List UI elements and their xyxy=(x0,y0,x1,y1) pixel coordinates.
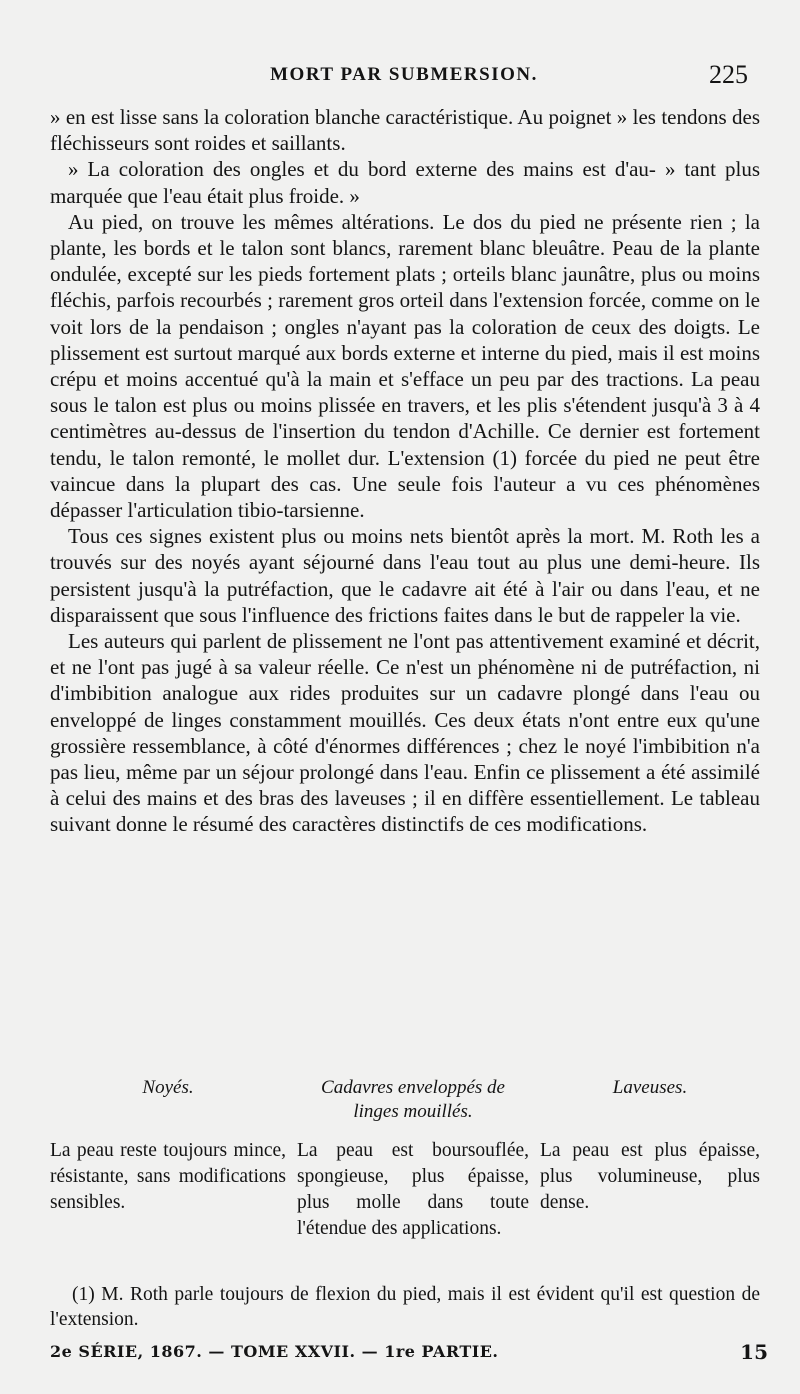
column-heading-cadavres: Cadavres enveloppés de linges mouillés. xyxy=(321,1077,505,1122)
column-text-laveuses: La peau est plus épaisse, plus volumineuse, plus dense. xyxy=(540,1140,760,1213)
footnote xyxy=(50,1282,760,1332)
paragraph-signs: Tous ces signes existent plus ou moins nets bientôt après la mort. M. Roth les a trouvés sur des noyés ayant séjourné dans l'eau tout au plus une demi-heure. Ils persistent jusqu'à la putréfaction, que le cadavre ait été à l'air ou dans l'eau, et ne disparaissent que sous l'influence des frictions faites dans le but de rappeler la vie. xyxy=(50,524,760,627)
paragraph-authors: Les auteurs qui parlent de plissement ne l'ont pas attentivement examiné et décrit, et ne l'ont pas jugé à sa valeur réelle. Ce n'est un phénomène ni de putréfaction, ni d'imbibition analogue aux rides produites sur un cadavre plongé dans l'eau ou enveloppé de linges constamment mouillés. Ces deux états n'ont entre eux qu'une grossière ressemblance, à côté d'énormes différences ; chez le noyé l'imbibition n'a pas lieu, même par un séjour prolongé dans l'eau. Enfin ce plissement a été assimilé à celui des mains et des bras des laveuses ; il en diffère essentiellement. Le tableau suivant donne le résumé des caractères distinctifs de ces modifications. xyxy=(50,629,760,837)
comparison-table xyxy=(50,1076,760,1242)
page-number: 225 xyxy=(709,60,748,89)
signature-mark: 15 xyxy=(740,1340,768,1364)
table-headings xyxy=(50,1076,760,1124)
running-head xyxy=(50,60,758,92)
paragraph-foot: Au pied, on trouve les mêmes altérations. Le dos du pied ne présente rien ; la plante, les bords et le talon sont blancs, rarement blanc bleuâtre. Peau de la plante ondulée, excepté sur les pieds fortement plats ; orteils blanc jaunâtre, plus ou moins fléchis, parfois recourbés ; rarement gros orteil dans l'extension forcée, comme on le voit lors de la pendaison ; ongles n'ayant pas la coloration de ceux des doigts. Le plissement est surtout marqué aux bords externe et interne du pied, mais il est moins crépu et moins accentué qu'à la main et s'efface un peu par des tractions. La peau sous le talon est plus ou moins plissée en travers, et les plis s'étendent jusqu'à 3 à 4 centimètres au-dessus de l'insertion du tendon d'Achille. Ce dernier est fortement tendu, le talon remonté, le mollet dur. L'extension (1) forcée du pied ne peut être vaincue dans la plupart des cas. Une seule fois l'auteur a vu ces phénomènes dépasser l'articulation tibio-tarsienne. xyxy=(50,209,760,523)
body-text xyxy=(50,104,760,838)
paragraph-quote-2: » La coloration des ongles et du bord externe des mains est d'au- » tant plus marquée que l'eau était plus froide. » xyxy=(50,157,760,208)
column-text-noyes: La peau reste toujours mince, résistante, sans modifications sensibles. xyxy=(50,1140,286,1213)
column-heading-noyes: Noyés. xyxy=(142,1077,194,1098)
footnote-text: (1) M. Roth parle toujours de flexion du pied, mais il est évident qu'il est question de l'extension. xyxy=(50,1284,760,1330)
signature-line: 2e SÉRIE, 1867. — TOME XXVII. — 1re PARTIE. xyxy=(50,1342,499,1361)
table-cells xyxy=(50,1124,760,1242)
paragraph-quote-1: » en est lisse sans la coloration blanche caractéristique. Au poignet » les tendons des fléchisseurs sont roides et saillants. xyxy=(50,105,760,156)
column-text-cadavres: La peau est boursouflée, spongieuse, plus épaisse, plus molle dans toute l'étendue des applications. xyxy=(297,1140,529,1239)
running-title: MORT PAR SUBMERSION. xyxy=(270,64,538,85)
column-heading-laveuses: Laveuses. xyxy=(612,1077,688,1098)
